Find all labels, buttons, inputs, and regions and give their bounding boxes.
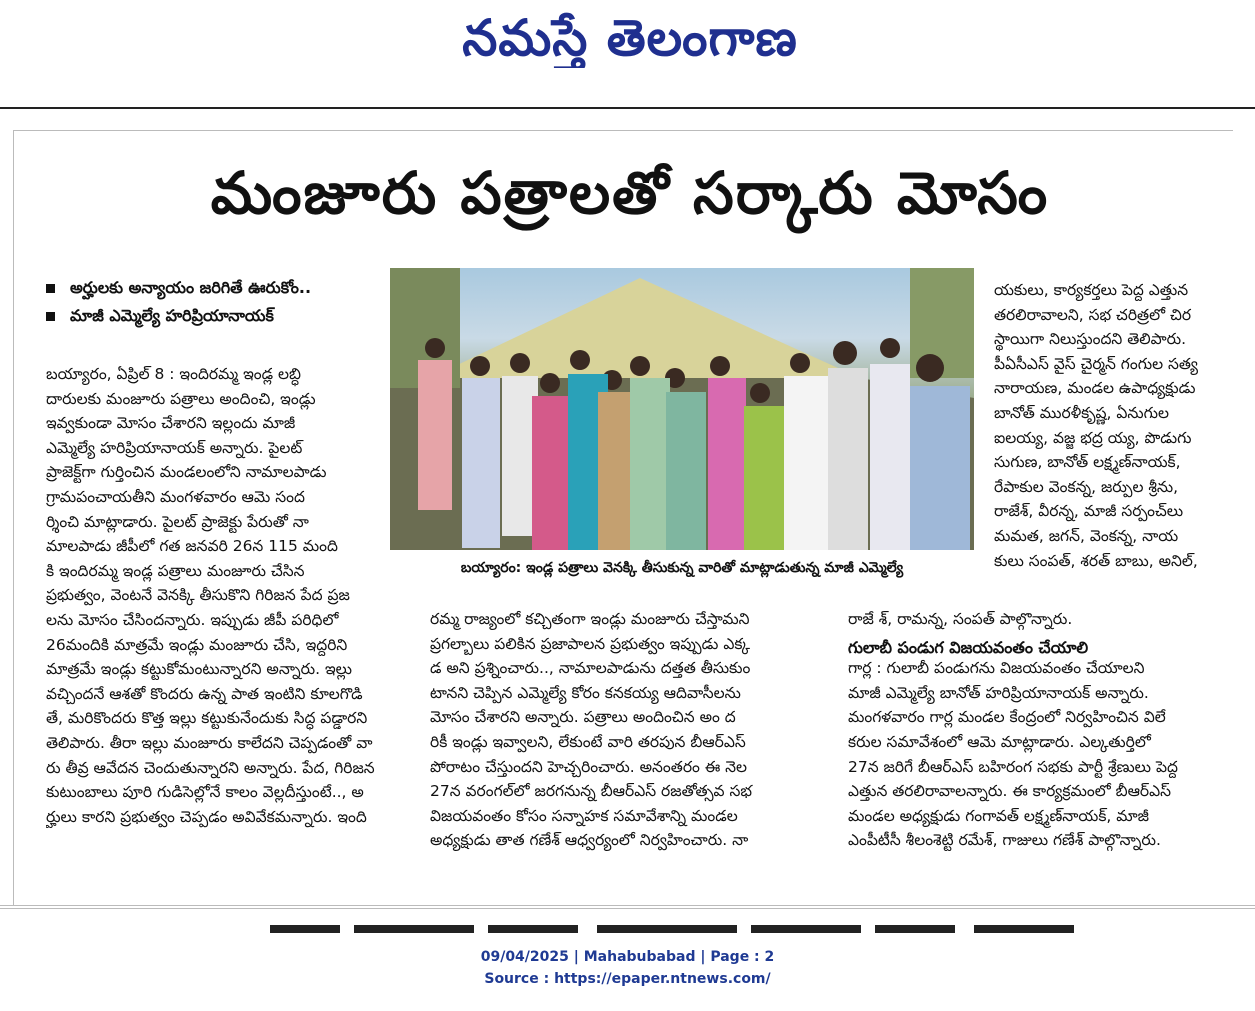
article-frame-top [13, 130, 1233, 131]
text-line: గార్ల : గులాబీ పండుగను విజయవంతం చేయాలని [848, 659, 1145, 678]
footer-edition-info: 09/04/2025 | Mahabubabad | Page : 2 [480, 949, 775, 965]
page-footer [0, 946, 1255, 990]
newspaper-logo: నమస్తే తెలంగాణ [462, 8, 798, 67]
text-line: రాజేశ్, వీరన్న, మాజీ సర్పంచ్‌లు [994, 502, 1184, 521]
text-line: మంగళవారం గార్ల మండల కేంద్రంలో నిర్వహించిన విలే [848, 708, 1166, 727]
news-photo [390, 268, 974, 550]
text-line: సుగుణ, బానోత్ లక్ష్మణ్‌నాయక్, [994, 453, 1181, 472]
text-line: మాత్రమే ఇండ్లు కట్టుకోమంటున్నారని అన్నారు. ఇల్లు [46, 660, 353, 679]
text-line: 27న వరంగల్‌లో జరగనున్న బీఆర్‌ఎస్ రజతోత్సవ సభ [430, 782, 752, 801]
text-line: నారాయణ, మండల ఉపాధ్యక్షుడు [994, 379, 1196, 398]
text-line: ర్శించి మాట్లాడారు. పైలట్ ప్రాజెక్టు పేరుతో నా [46, 512, 309, 531]
bullet-item [46, 302, 386, 330]
text-line: అధ్యక్షుడు తాత గణేశ్ ఆధ్వర్యంలో నిర్వహించారు. నా [430, 831, 749, 850]
article-column-1 [46, 362, 418, 829]
text-line: ఎత్తున తరలిరావాలన్నారు. ఈ కార్యక్రమంలో బీఆర్‌ఎస్ [848, 782, 1172, 801]
text-line: ఎంపీటీసీ శీలంశెట్టి రమేశ్, గాజులు గణేశ్ పాల్గొన్నారు. [848, 831, 1161, 850]
bullet-text: మాజీ ఎమ్మెల్యే హరిప్రియానాయక్ [70, 306, 274, 325]
footer-source-link[interactable]: Source : https://epaper.ntnews.com/ [484, 971, 771, 987]
text-line: రమ్మ రాజ్యంలో కచ్చితంగా ఇండ్లు మంజూరు చేస్తామని [430, 610, 750, 628]
article-frame-left [13, 130, 14, 905]
text-line: ప్రగల్బాలు పలికిన ప్రజాపాలన ప్రభుత్వం ఇప్పుడు ఎక్క [430, 634, 750, 653]
article-bullets [46, 274, 386, 330]
text-line: 26మందికి మాత్రమే ఇండ్లు మంజూరు చేసి, ఇద్దరిని [46, 635, 348, 654]
text-line: పీఏసీఎస్ వైస్ చైర్మన్ గంగుల సత్య [994, 354, 1198, 373]
text-line: రేపాకుల వెంకన్న, జర్పుల శ్రీను, [994, 477, 1179, 496]
bullet-text: అర్హులకు అన్యాయం జరిగితే ఊరుకోం.. [70, 278, 312, 297]
text-line: టానని చెప్పిన ఎమ్మెల్యే కోరం కనకయ్య ఆదివాసీలను [430, 683, 741, 702]
text-line: వచ్చిందనే ఆశతో కొందరు ఉన్న పాత ఇంటిని కూలగొడి [46, 684, 363, 703]
next-article-cutoff [270, 925, 1130, 933]
text-line: ప్రాజెక్ట్‌గా గుర్తించిన మండలంలోని నామాలపాడు [46, 463, 327, 482]
masthead-divider [0, 107, 1255, 109]
news-photo-illustration [390, 268, 974, 550]
text-line: ఎమ్మెల్యే హరిప్రియానాయక్ అన్నారు. పైలట్ [46, 438, 303, 457]
text-line: బానోత్ మురళీకృష్ణ, ఏనుగుల [994, 403, 1170, 422]
bullet-square-icon [46, 312, 55, 321]
text-line: మోసం చేశారని అన్నారు. పత్రాలు అందించిన అం ద [430, 708, 736, 727]
text-line: బయ్యారం, ఏప్రిల్ 8 : ఇందిరమ్మ ఇండ్ల లబ్ధి [46, 365, 301, 383]
text-line: మమత, జగన్, వెంకన్న, నాయ [994, 526, 1179, 545]
text-line: కుటుంబాలు పూరి గుడిసెల్లోనే కాలం వెల్లదీస్తుంటే.., అ [46, 783, 364, 802]
text-line: కి ఇందిరమ్మ ఇండ్ల పత్రాలు మంజూరు చేసిన [46, 561, 305, 580]
text-line: స్థాయిగా నిలుస్తుందని తెలిపారు. [994, 330, 1187, 349]
text-line: గ్రామపంచాయతీని మంగళవారం ఆమె సంద [46, 487, 305, 506]
text-line: ఐలయ్య, వజ్జ భద్ర య్య, పొడుగు [994, 428, 1192, 447]
text-line: ర్హులు కారని ప్రభుత్వం చెప్పడం అవివేకమన్నారు. ఇంది [46, 807, 367, 826]
text-line: ప్రభుత్వం, వెంటనే వెనక్కి తీసుకొని గిరిజన పేద ప్రజ [46, 586, 350, 605]
bullet-square-icon [46, 284, 55, 293]
article-column-3 [994, 278, 1222, 573]
text-line: తే, మరికొందరు కొత్త ఇల్లు కట్టుకునేందుకు సిద్ధ పడ్డారని [46, 709, 368, 728]
text-line: తెలిపారు. తీరా ఇల్లు మంజూరు కాలేదని చెప్పడంతో వా [46, 733, 373, 752]
article-column-2 [430, 607, 824, 853]
text-line: తరలిరావాలని, సభ చరిత్రలో చిర [994, 305, 1192, 324]
photo-caption: బయ్యారం: ఇండ్ల పత్రాలు వెనక్కి తీసుకున్న వారితో మాట్లాడుతున్న మాజీ ఎమ్మెల్యే [460, 560, 904, 576]
text-line: పోరాటం చేస్తుందని హెచ్చరించారు. అనంతరం ఈ నెల [430, 757, 748, 776]
article-headline: మంజూరు పత్రాలతో సర్కారు మోసం [210, 159, 1050, 227]
text-line: మాలపాడు జీపీలో గత జనవరి 26న 115 మంది [46, 537, 338, 556]
text-line: యకులు, కార్యకర్తలు పెద్ద ఎత్తున [994, 281, 1189, 299]
text-line: కరుల సమావేశంలో ఆమె మాట్లాడారు. ఎల్కతుర్తిలో [848, 732, 1151, 751]
page-divider [0, 905, 1255, 906]
text-line: రాజే శ్, రామన్న, సంపత్ పాల్గొన్నారు. [848, 610, 1073, 628]
bullet-item [46, 274, 386, 302]
text-line: లను మోసం చేసిందన్నారు. ఇప్పుడు జీపీ పరిధిలో [46, 610, 339, 629]
text-line: రికీ ఇండ్లు ఇవ్వాలని, లేకుంటే వారి తరపున బీఆర్‌ఎస్ [430, 732, 746, 751]
text-line: డ అని ప్రశ్నించారు.., నామాలపాడును దత్తత తీసుకుం [430, 659, 751, 678]
text-line: కులు సంపత్, శరత్ బాబు, అనిల్, [994, 551, 1198, 570]
sub-article-heading: గులాబీ పండుగ విజయవంతం చేయాలి [848, 638, 1089, 657]
text-line: రు తీవ్ర ఆవేదన చెందుతున్నారని అన్నారు. పేద, గిరిజన [46, 758, 375, 777]
text-line: దారులకు మంజూరు పత్రాలు అందించి, ఇండ్లు [46, 389, 316, 408]
masthead [0, 0, 1255, 88]
text-line: విజయవంతం కోసం సన్నాహక సమావేశాన్ని మండల [430, 806, 738, 825]
text-line: మండల అధ్యక్షుడు గంగావత్ లక్ష్మణ్‌నాయక్, మాజీ [848, 806, 1149, 825]
page-divider [0, 908, 1255, 909]
text-line: మాజీ ఎమ్మెల్యే బానోత్ హరిప్రియానాయక్ అన్నారు. [848, 683, 1149, 702]
text-line: ఇవ్వకుండా మోసం చేశారని ఇల్లందు మాజీ [46, 414, 296, 433]
text-line: 27న జరిగే బీఆర్‌ఎస్ బహిరంగ సభకు పార్టీ శ్రేణులు పెద్ద [848, 757, 1178, 776]
